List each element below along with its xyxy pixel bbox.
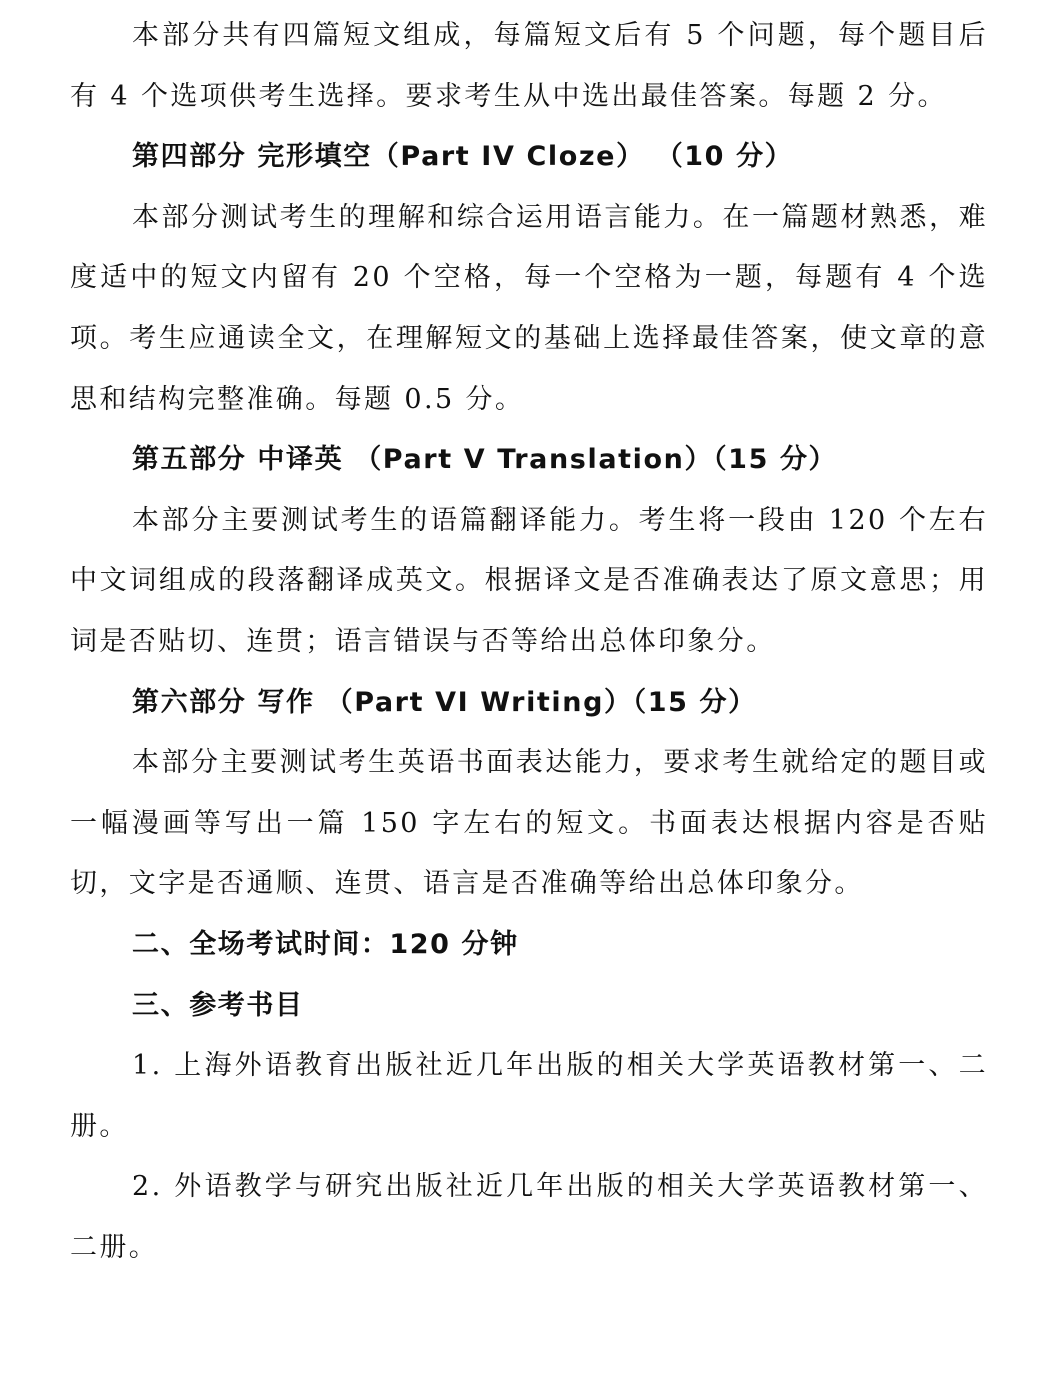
reference-book-item-1: 1. 上海外语教育出版社近几年出版的相关大学英语教材第一、二册。	[70, 1050, 988, 1142]
part5-body: 本部分主要测试考生的语篇翻译能力。考生将一段由 120 个左右中文词组成的段落翻译成英文。根据译文是否准确表达了原文意思；用词是否贴切、连贯；语言错误与否等给出总体印象分。	[70, 504, 988, 657]
reference-book-item-2: 2. 外语教学与研究出版社近几年出版的相关大学英语教材第一、二册。	[70, 1171, 988, 1263]
part6-body: 本部分主要测试考生英语书面表达能力，要求考生就给定的题目或一幅漫画等写出一篇 150 字左右的短文。书面表达根据内容是否贴切，文字是否通顺、连贯、语言是否准确等给出总体印象分。	[70, 747, 988, 900]
part4-heading: 第四部分 完形填空（Part IV Cloze） （10 分）	[132, 141, 794, 173]
part4-body: 本部分测试考生的理解和综合运用语言能力。在一篇题材熟悉，难度适中的短文内留有 20 个空格，每一个空格为一题，每题有 4 个选项。考生应通读全文，在理解短文的基础上选择最佳答案，使文章的意思和结构完整准确。每题 0.5 分。	[70, 201, 988, 415]
reference-books-heading: 三、参考书目	[132, 989, 304, 1021]
exam-time-heading: 二、全场考试时间：120 分钟	[132, 928, 519, 960]
part5-heading: 第五部分 中译英 （Part V Translation）（15 分）	[132, 444, 838, 476]
intro-paragraph: 本部分共有四篇短文组成，每篇短文后有 5 个问题，每个题目后有 4 个选项供考生选择。要求考生从中选出最佳答案。每题 2 分。	[70, 20, 988, 112]
part6-heading: 第六部分 写作 （Part VI Writing）（15 分）	[132, 686, 757, 718]
